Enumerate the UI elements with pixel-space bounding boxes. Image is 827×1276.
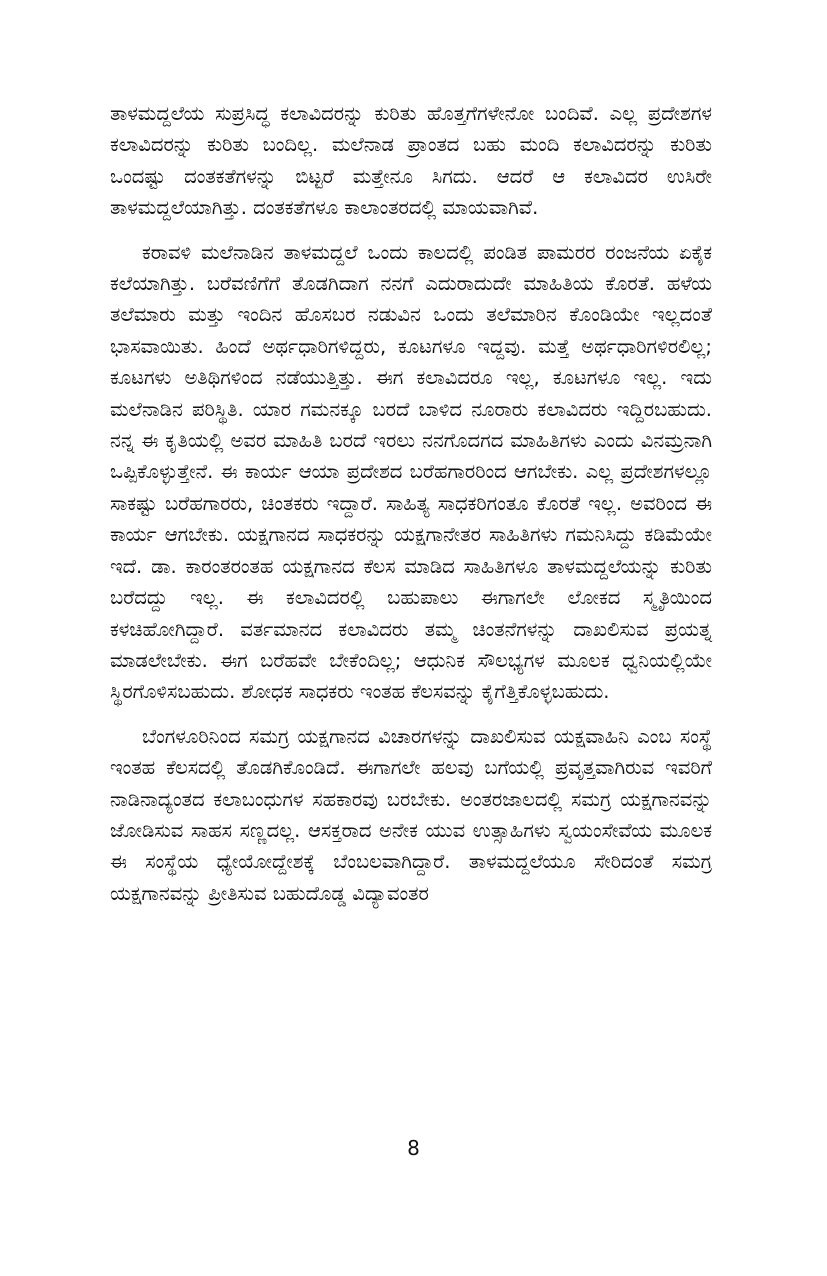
- paragraph-1: ತಾಳಮದ್ದಲೆಯ ಸುಪ್ರಸಿದ್ಧ ಕಲಾವಿದರನ್ನು ಕುರಿತು ಹೊತ್ತಗೆಗಳೇನೋ ಬಂದಿವೆ. ಎಲ್ಲ ಪ್ರದೇಶಗಳ ಕಲಾವಿದರನ್ನು ಕುರಿತು ಬಂದಿಲ್ಲ. ಮಲೆನಾಡ ಪ್ರಾಂತದ ಬಹು ಮಂದಿ ಕಲಾವಿದರನ್ನು ಕುರಿತು ಒಂದಷ್ಟು ದಂತಕತೆಗಳನ್ನು ಬಿಟ್ಟರೆ ಮತ್ತೇನೂ ಸಿಗದು. ಆದರೆ ಆ ಕಲಾವಿದರ ಉಸಿರೇ ತಾಳಮದ್ದಲೆಯಾಗಿತ್ತು. ದಂತಕತೆಗಳೂ ಕಾಲಾಂತರದಲ್ಲಿ ಮಾಯವಾಗಿವೆ.: [110, 102, 712, 220]
- page-number: 8: [407, 1136, 420, 1160]
- page-body: [110, 98, 712, 922]
- paragraph-3: ಬೆಂಗಳೂರಿನಿಂದ ಸಮಗ್ರ ಯಕ್ಷಗಾನದ ವಿಚಾರಗಳನ್ನು ದಾಖಲಿಸುವ ಯಕ್ಷವಾಹಿನಿ ಎಂಬ ಸಂಸ್ಥೆ ಇಂತಹ ಕೆಲಸದಲ್ಲಿ ತೊಡಗಿಕೊಂಡಿದೆ. ಈಗಾಗಲೇ ಹಲವು ಬಗೆಯಲ್ಲಿ ಪ್ರವೃತ್ತವಾಗಿರುವ ಇವರಿಗೆ ನಾಡಿನಾದ್ಯಂತದ ಕಲಾಬಂಧುಗಳ ಸಹಕಾರವು ಬರಬೇಕು. ಅಂತರಜಾಲದಲ್ಲಿ ಸಮಗ್ರ ಯಕ್ಷಗಾನವನ್ನು ಜೋಡಿಸುವ ಸಾಹಸ ಸಣ್ಣದಲ್ಲ. ಆಸಕ್ತರಾದ ಅನೇಕ ಯುವ ಉತ್ಸಾಹಿಗಳು ಸ್ವಯಂಸೇವೆಯ ಮೂಲಕ ಈ ಸಂಸ್ಥೆಯ ಧ್ಯೇಯೋದ್ದೇಶಕ್ಕೆ ಬೆಂಬಲವಾಗಿದ್ದಾರೆ. ತಾಳಮದ್ದಲೆಯೂ ಸೇರಿದಂತೆ ಸಮಗ್ರ ಯಕ್ಷಗಾನವನ್ನು ಪ್ರೀತಿಸುವ ಬಹುದೊಡ್ಡ ವಿದ್ಯಾವಂತರ: [110, 724, 712, 905]
- paragraph-2: ಕರಾವಳಿ ಮಲೆನಾಡಿನ ತಾಳಮದ್ದಲೆ ಒಂದು ಕಾಲದಲ್ಲಿ ಪಂಡಿತ ಪಾಮರರ ರಂಜನೆಯ ಏಕೈಕ ಕಲೆಯಾಗಿತ್ತು. ಬರೆವಣಿಗೆಗೆ ತೊಡಗಿದಾಗ ನನಗೆ ಎದುರಾದುದೇ ಮಾಹಿತಿಯ ಕೊರತೆ. ಹಳೆಯ ತಲೆಮಾರು ಮತ್ತು ಇಂದಿನ ಹೊಸಬರ ನಡುವಿನ ಒಂದು ತಲೆಮಾರಿನ ಕೊಂಡಿಯೇ ಇಲ್ಲದಂತೆ ಭಾಸವಾಯಿತು. ಹಿಂದೆ ಅರ್ಥಧಾರಿಗಳಿದ್ದರು, ಕೂಟಗಳೂ ಇದ್ದವು. ಮತ್ತೆ ಅರ್ಥಧಾರಿಗಳಿರಲಿಲ್ಲ; ಕೂಟಗಳು ಅತಿಥಿಗಳಿಂದ ನಡೆಯುತ್ತಿತ್ತು. ಈಗ ಕಲಾವಿದರೂ ಇಲ್ಲ, ಕೂಟಗಳೂ ಇಲ್ಲ. ಇದು ಮಲೆನಾಡಿನ ಪರಿಸ್ಥಿತಿ. ಯಾರ ಗಮನಕ್ಕೂ ಬರದೆ ಬಾಳಿದ ನೂರಾರು ಕಲಾವಿದರು ಇದ್ದಿರಬಹುದು. ನನ್ನ ಈ ಕೃತಿಯಲ್ಲಿ ಅವರ ಮಾಹಿತಿ ಬರದೆ ಇರಲು ನನಗೊದಗದ ಮಾಹಿತಿಗಳು ಎಂದು ವಿನಮ್ರನಾಗಿ ಒಪ್ಪಿಕೊಳ್ಳುತ್ತೇನೆ. ಈ ಕಾರ್ಯ ಆಯಾ ಪ್ರದೇಶದ ಬರೆಹಗಾರರಿಂದ ಆಗಬೇಕು. ಎಲ್ಲ ಪ್ರದೇಶಗಳಲ್ಲೂ ಸಾಕಷ್ಟು ಬರೆಹಗಾರರು, ಚಿಂತಕರು ಇದ್ದಾರೆ. ಸಾಹಿತ್ಯ ಸಾಧಕರಿಗಂತೂ ಕೊರತೆ ಇಲ್ಲ. ಅವರಿಂದ ಈ ಕಾರ್ಯ ಆಗಬೇಕು. ಯಕ್ಷಗಾನದ ಸಾಧಕರನ್ನು ಯಕ್ಷಗಾನೇತರ ಸಾಹಿತಿಗಳು ಗಮನಿಸಿದ್ದು ಕಡಿಮೆಯೇ ಇದೆ. ಡಾ. ಕಾರಂತರಂತಹ ಯಕ್ಷಗಾನದ ಕೆಲಸ ಮಾಡಿದ ಸಾಹಿತಿಗಳೂ ತಾಳಮದ್ದಲೆಯನ್ನು ಕುರಿತು ಬರೆದದ್ದು ಇಲ್ಲ. ಈ ಕಲಾವಿದರಲ್ಲಿ ಬಹುಪಾಲು ಈಗಾಗಲೇ ಲೋಕದ ಸ್ಮೃತಿಯಿಂದ ಕಳಚಿಹೋಗಿದ್ದಾರೆ. ವರ್ತಮಾನದ ಕಲಾವಿದರು ತಮ್ಮ ಚಿಂತನೆಗಳನ್ನು ದಾಖಲಿಸುವ ಪ್ರಯತ್ನ ಮಾಡಲೇಬೇಕು. ಈಗ ಬರೆಹವೇ ಬೇಕೆಂದಿಲ್ಲ; ಆಧುನಿಕ ಸೌಲಭ್ಯಗಳ ಮೂಲಕ ಧ್ವನಿಯಲ್ಲಿಯೇ ಸ್ಥಿರಗೊಳಿಸಬಹುದು. ಶೋಧಕ ಸಾಧಕರು ಇಂತಹ ಕೆಲಸವನ್ನು ಕೈಗೆತ್ತಿಕೊಳ್ಳಬಹುದು.: [110, 240, 712, 704]
